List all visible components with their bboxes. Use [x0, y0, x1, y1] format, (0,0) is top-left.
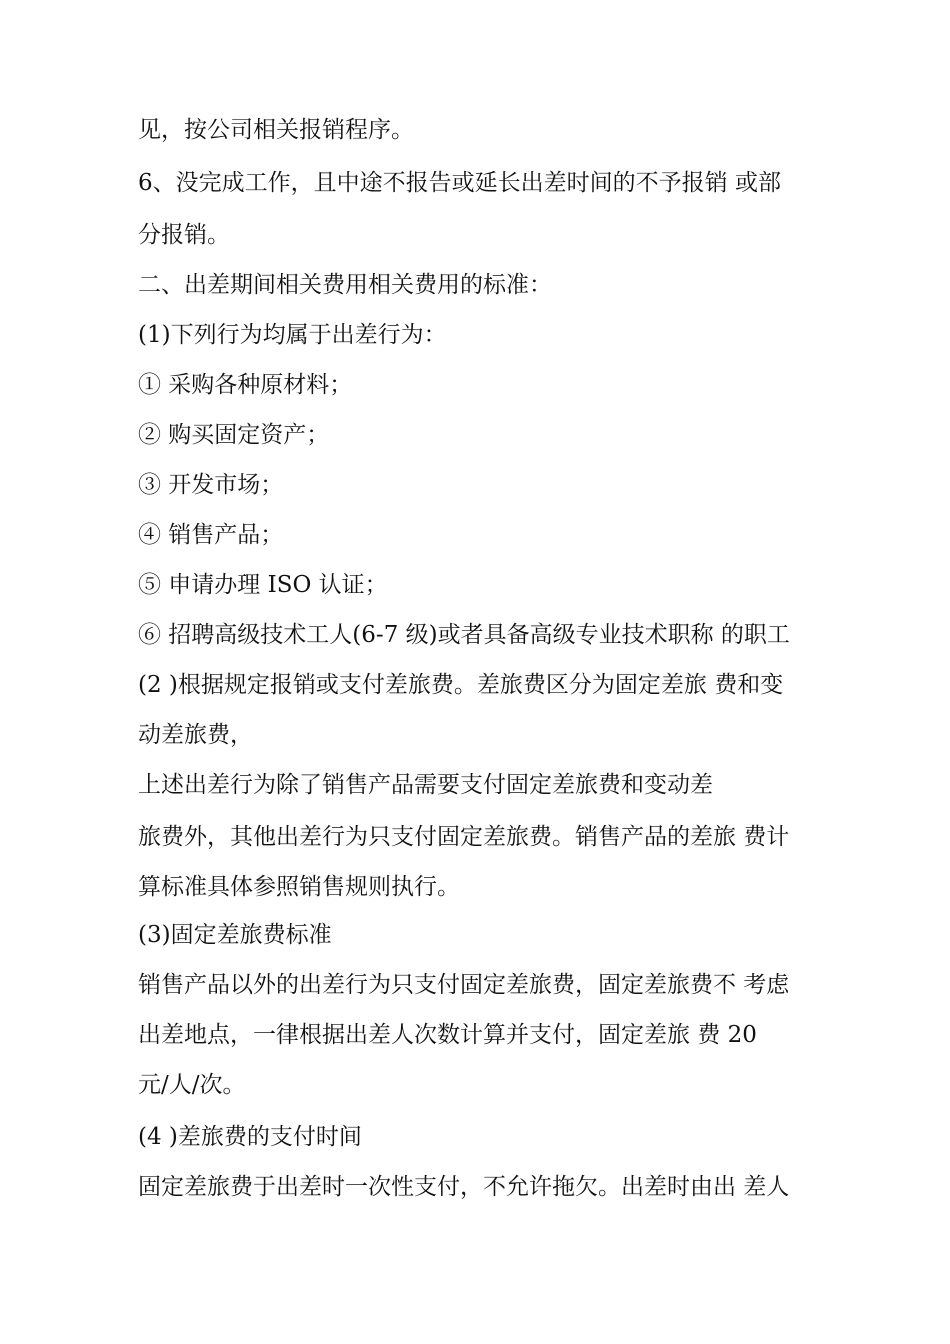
- text-line: 销售产品以外的出差行为只支付固定差旅费，固定差旅费不 考虑: [138, 972, 790, 998]
- text-line: (4 )差旅费的支付时间: [138, 1124, 362, 1150]
- text-line: 元/人/次。: [138, 1072, 246, 1098]
- text-line: 出差地点，一律根据出差人次数计算并支付，固定差旅 费 20: [138, 1022, 757, 1048]
- text-line: 上述出差行为除了销售产品需要支付固定差旅费和变动差: [138, 772, 713, 798]
- list-item: ② 购买固定资产；: [138, 422, 330, 448]
- section-heading: 二、出差期间相关费用相关费用的标准：: [138, 272, 552, 298]
- list-item: ⑤ 申请办理 ISO 认证；: [138, 572, 388, 598]
- list-item: ⑥ 招聘高级技术工人(6-7 级)或者具备高级专业技术职称 的职工: [138, 622, 790, 648]
- text-line: 算标准具体参照销售规则执行。: [138, 874, 460, 900]
- text-line: 旅费外，其他出差行为只支付固定差旅费。销售产品的差旅 费计: [138, 824, 790, 850]
- text-line: (2 )根据规定报销或支付差旅费。差旅费区分为固定差旅 费和变: [138, 672, 784, 698]
- text-line: 6、没完成工作，且中途不报告或延长出差时间的不予报销 或部: [138, 170, 781, 196]
- list-item: ① 采购各种原材料；: [138, 372, 353, 398]
- list-item: ③ 开发市场；: [138, 472, 284, 498]
- text-line: 固定差旅费于出差时一次性支付，不允许拖欠。出差时由出 差人: [138, 1174, 790, 1200]
- text-line: 分报销。: [138, 222, 230, 248]
- text-line: (1)下列行为均属于出差行为：: [138, 322, 447, 348]
- text-line: (3)固定差旅费标准: [138, 922, 332, 948]
- text-line: 动差旅费，: [138, 722, 253, 748]
- text-line: 见，按公司相关报销程序。: [138, 117, 414, 143]
- list-item: ④ 销售产品；: [138, 522, 284, 548]
